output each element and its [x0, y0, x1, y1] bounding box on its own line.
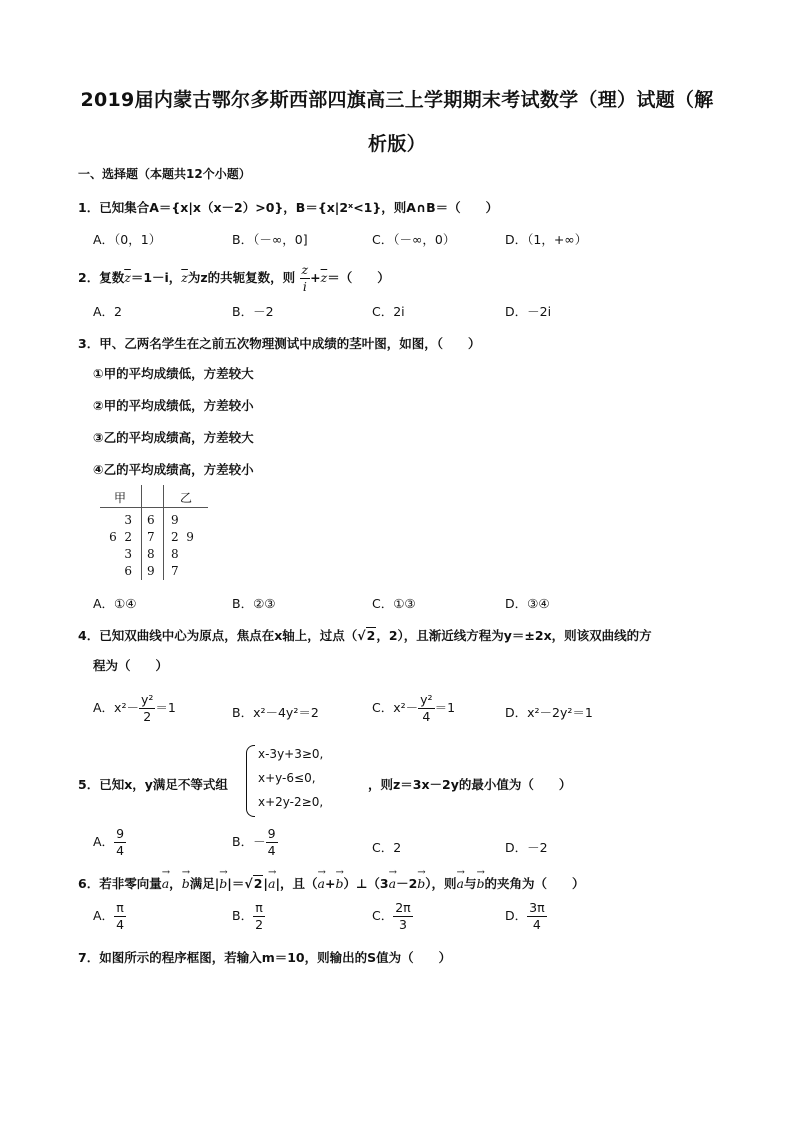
vector-b-5: → b [477, 876, 485, 891]
q6-b-fraction [253, 900, 265, 933]
question-6-number: 6． [78, 876, 100, 891]
q5-a-denominator: 4 [116, 843, 125, 858]
question-3-text: 甲、乙两名学生在之前五次物理测试中成绩的茎叶图，如图，（ ） [99, 336, 481, 351]
q6-text-e: |，且（ [275, 876, 318, 891]
stem-row-1-right: 9 [171, 513, 179, 527]
exam-title-line1: 2019届内蒙古鄂尔多斯西部四旗高三上学期期末考试数学（理）试题（解 [80, 89, 714, 111]
q5-option-b-label: B．－ [232, 834, 266, 849]
question-3-number: 3． [78, 336, 100, 351]
q3-option-b: B．②③ [232, 596, 276, 611]
q6-text-c: |＝ [227, 876, 245, 891]
z-conjugate: $\overline{z}$ [124, 270, 131, 285]
q6-c-numerator: 2π [395, 900, 411, 915]
question-4-line1b: ，2），且渐近线方程为y＝±2x，则该双曲线的方 [376, 628, 652, 643]
stem-leaf-plot [100, 485, 210, 581]
q6-text-h: 与 [464, 876, 477, 891]
q6-text-b: 满足| [189, 876, 220, 891]
q6-option-a: A． $\frac{\pi}{4}$ [93, 900, 125, 932]
stem-row-1-stem: 6 [147, 513, 155, 527]
q4-option-a-pre: A．x²－ [93, 700, 139, 715]
question-4-number: 4． [78, 628, 100, 643]
q4-option-c-pre: C．x²－ [372, 700, 419, 715]
q4-option-a-fraction [139, 692, 155, 725]
question-2-pre: 复数 [99, 270, 125, 285]
vector-a-3: → a [318, 876, 325, 891]
stem-header-yi: 乙 [180, 491, 193, 505]
q6-b-denominator: 2 [255, 917, 264, 932]
fraction-z-over-i [300, 262, 311, 295]
vector-b: → b [182, 876, 190, 891]
inequality-1: x-3y+3≥0, [258, 747, 324, 761]
question-5-post: ，则z＝3x－2y的最小值为（ ） [368, 777, 572, 792]
q4-option-c [372, 692, 455, 725]
question-2: 2．复数$\overline{z}=1-i$，$\overline{z}$为z的共轭复数，则 $\frac{z}{i}$ $+\overline{z}=$（ ） [78, 262, 390, 294]
q4-c-numerator: y² [420, 692, 433, 707]
question-1 [78, 198, 498, 216]
q5-option-b [232, 826, 278, 859]
q3-option-c: C．①③ [372, 596, 416, 611]
stem-row-3-left: 3 [124, 547, 132, 561]
q1-option-c: C．（－∞，0） [372, 232, 456, 247]
q4-option-c-post: ＝1 [434, 700, 456, 715]
z-conjugate-3: $\overline{z}$ [320, 270, 328, 285]
inequality-system [246, 745, 376, 817]
q3-statement-4: ④乙的平均成绩高，方差较小 [93, 462, 254, 477]
q5-option-d: D．－2 [505, 840, 548, 855]
stem-row-4-right: 7 [171, 564, 179, 578]
q6-text-d: | [263, 876, 268, 891]
stem-divider-right [163, 485, 164, 580]
question-6: 6．若非零向量→ a，→ b满足|→ b|＝√2|→ a|，且（→ a+→ b）⊥（3→ a－2→ b），则→ a与→ b的夹角为（ ） [78, 874, 585, 892]
q4-option-c-fraction [418, 692, 434, 725]
q5-b-numerator: 9 [267, 826, 276, 841]
q5-option-b-fraction [266, 826, 278, 859]
stem-row-2-left: 6 2 [109, 530, 132, 544]
question-5-pre [78, 775, 228, 793]
question-2-number: 2． [78, 270, 100, 285]
sqrt-2: 2 [253, 876, 263, 891]
stem-row-2-stem: 7 [147, 530, 155, 544]
q4-option-a [93, 692, 176, 725]
stem-row-4-left: 6 [124, 564, 132, 578]
q1-option-b: B．（－∞，0] [232, 232, 308, 247]
q3-option-d: D．③④ [505, 596, 550, 611]
stem-row-3-stem: 8 [147, 547, 155, 561]
q3-statement-3: ③乙的平均成绩高，方差较大 [93, 430, 254, 445]
question-3 [78, 334, 480, 352]
stem-divider-horizontal [100, 507, 208, 508]
vector-a-2: → a [268, 876, 275, 891]
q6-text-a: 若非零向量 [99, 876, 162, 891]
q6-text-i: 的夹角为（ ） [484, 876, 585, 891]
stem-row-4-stem: 9 [147, 564, 155, 578]
question-1-number: 1． [78, 200, 100, 215]
q6-c-denominator: 3 [399, 917, 407, 932]
inequality-2: x+y-6≤0, [258, 771, 316, 785]
q4-option-a-post: ＝1 [155, 700, 176, 715]
q5-a-numerator: 9 [116, 826, 125, 841]
vector-b-4: → b [417, 876, 425, 891]
fraction-denominator: i [302, 279, 307, 294]
q4-option-b: B．x²－4y²＝2 [232, 705, 319, 720]
question-7-text: 如图所示的程序框图，若输入m＝10，则输出的S值为（ ） [99, 950, 452, 965]
inequality-3: x+2y-2≥0, [258, 795, 324, 809]
vector-a-4: → a [389, 876, 396, 891]
stem-header-jia: 甲 [114, 491, 127, 505]
stem-divider-left [141, 485, 142, 580]
question-2-mid: ＝1－i， [130, 270, 182, 285]
q6-text-f: ）⊥（3 [343, 876, 389, 891]
q2-option-a: A．2 [93, 304, 123, 319]
q5-option-a-fraction [114, 826, 126, 859]
q2-option-d: D．－2i [505, 304, 552, 319]
q6-d-fraction [527, 900, 546, 933]
question-1-text: 已知集合A＝{x|x（x－2）>0}，B＝{x|2ˣ<1}，则A∩B＝（ ） [99, 200, 499, 215]
q4-option-d: D．x²－2y²＝1 [505, 705, 593, 720]
q5-option-a [93, 826, 126, 859]
q3-statement-2: ②甲的平均成绩低，方差较小 [93, 398, 254, 413]
question-7-number: 7． [78, 950, 100, 965]
q6-a-fraction [114, 900, 126, 933]
section-heading: 一、选择题（本题共12个小题） [78, 167, 251, 181]
vector-a-5: → a [457, 876, 464, 891]
q5-b-denominator: 4 [267, 843, 276, 858]
fraction-numerator: z [301, 262, 309, 277]
q2-option-c: C．2i [372, 304, 405, 319]
q6-option-b: B． $\frac{\pi}{2}$ [232, 900, 264, 932]
q2-option-b: B．－2 [232, 304, 274, 319]
q3-statement-1: ①甲的平均成绩低，方差较大 [93, 366, 254, 381]
question-7 [78, 948, 451, 966]
sqrt-value: 2 [366, 628, 376, 643]
q1-option-d: D．（1，+∞） [505, 232, 588, 247]
stem-row-3-right: 8 [171, 547, 179, 561]
q6-option-c: C． $\frac{2\pi}{3}$ [372, 900, 411, 932]
system-brace [246, 745, 255, 817]
exam-title-line2: 析版） [368, 133, 426, 155]
q6-c-fraction [393, 900, 412, 933]
q4-a-numerator: y² [140, 692, 154, 707]
question-5-text-pre: 已知x，y满足不等式组 [99, 777, 228, 792]
question-4-line1a: 已知双曲线中心为原点，焦点在x轴上，过点（ [99, 628, 358, 643]
q6-a-numerator: π [114, 900, 126, 917]
vector-b-3: → b [335, 876, 343, 891]
q6-d-numerator: 3π [529, 900, 545, 915]
q4-c-denominator: 4 [422, 709, 431, 724]
q6-d-denominator: 4 [532, 917, 541, 932]
q6-b-numerator: π [253, 900, 265, 917]
question-2-post: ＝（ ） [327, 270, 390, 285]
q3-option-a: A．①④ [93, 596, 137, 611]
q6-option-d: D． $\frac{3\pi}{4}$ [505, 900, 545, 932]
q5-option-a-label: A． [93, 834, 115, 849]
q5-option-c: C．2 [372, 840, 402, 855]
vector-a: → a [162, 876, 169, 891]
question-2-mid2: 为z的共轭复数，则 [187, 270, 296, 285]
z-conjugate-2: $\overline{z}$ [181, 270, 188, 285]
q6-a-denominator: 4 [116, 917, 125, 932]
q6-text-g: ），则 [425, 876, 457, 891]
q4-a-denominator: 2 [143, 709, 152, 724]
stem-row-2-right: 2 9 [171, 530, 194, 544]
question-4-line2: 程为（ ） [93, 658, 169, 673]
stem-row-1-left: 3 [124, 513, 132, 527]
question-5-number: 5． [78, 777, 100, 792]
question-4: 4．已知双曲线中心为原点，焦点在x轴上，过点（√2，2），且渐近线方程为y＝±2x，则该双曲线的方 [78, 628, 652, 643]
q1-option-a: A．（0，1） [93, 232, 162, 247]
vector-b-2: → b [219, 876, 227, 891]
